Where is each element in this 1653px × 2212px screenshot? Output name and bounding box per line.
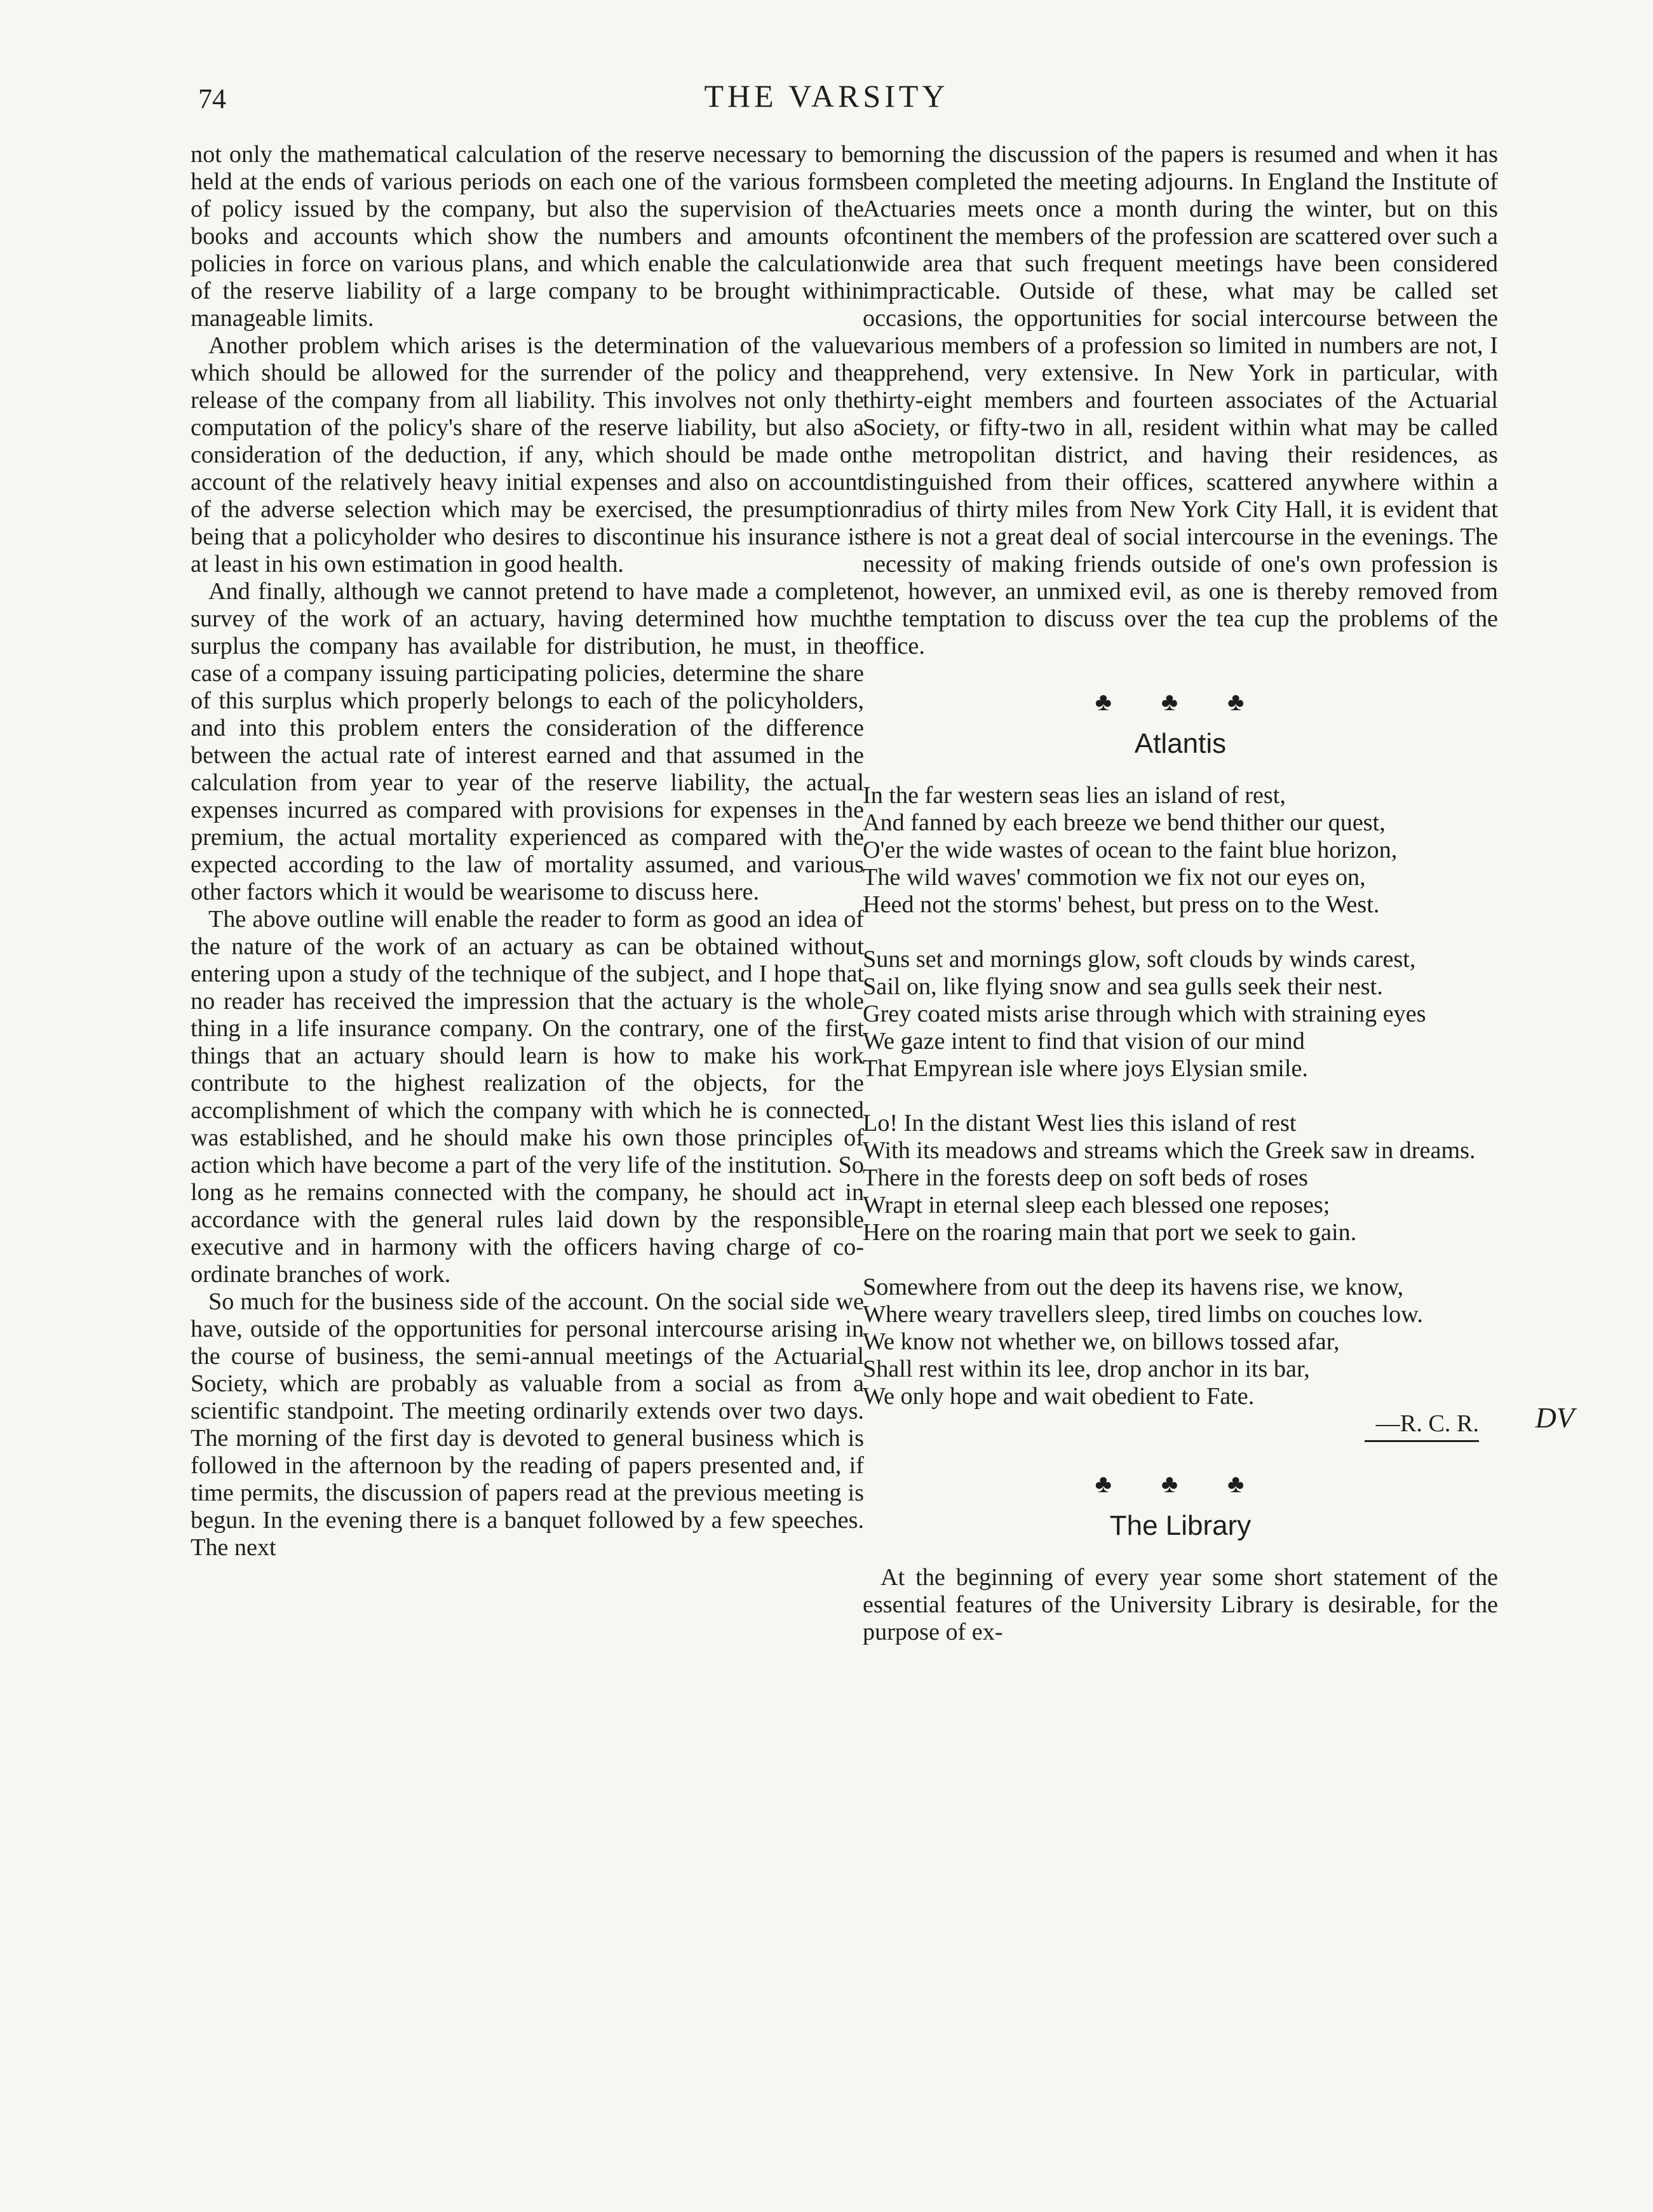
poem-line: Grey coated mists arise through which with straining eyes xyxy=(863,1001,1426,1027)
right-column xyxy=(863,141,1574,1646)
poem-line: Suns set and mornings glow, soft clouds by winds carest, xyxy=(863,946,1416,973)
poem-line: That Empyrean isle where joys Elysian smile. xyxy=(863,1055,1308,1082)
ornament-divider: ♣ ♣ ♣ xyxy=(1095,687,1266,716)
poem-line: Lo! In the distant West lies this island of rest xyxy=(863,1110,1297,1136)
poem-line: Sail on, like flying snow and sea gulls seek their nest. xyxy=(863,973,1383,1000)
poem-line: And fanned by each breeze we bend thither our quest, xyxy=(863,809,1386,836)
poem-line: We know not whether we, on billows tossed afar, xyxy=(863,1328,1340,1355)
poem-stanza xyxy=(863,946,1498,1082)
left-column xyxy=(191,141,864,1561)
paragraph: Another problem which arises is the determination of the value which should be allowed for the surrender of the policy and the release of the company from all liability. This involves not only the computation of the policy's share of the reserve liability, but also a consideration of the deduction, if any, which should be made on account of the relatively heavy initial expenses and also on account of the adverse selection which may be exercised, the presumption being that a policyholder who desires to discontinue his insurance is at least in his own estimation in good health. xyxy=(191,332,864,577)
signature-text: —R. C. R. xyxy=(1375,1410,1479,1437)
poem-line: In the far western seas lies an island of rest, xyxy=(863,782,1286,809)
paragraph: not only the mathematical calculation of the reserve necessary to be held at the ends of various periods on each one of the various forms of policy issued by the company, but also the supervision of the books and accounts which show the numbers and amounts of policies in force on various plans, and which enable the calculation of the reserve liability of a large company to be brought within manageable limits. xyxy=(191,141,864,332)
poem-title: Atlantis xyxy=(1134,728,1227,759)
poem-signature xyxy=(863,1401,1574,1438)
poem-line: Shall rest within its lee, drop anchor in its bar, xyxy=(863,1356,1310,1382)
paragraph: The above outline will enable the reader to form as good an idea of the nature of the work of an actuary as can be obtained without entering upon a study of the technique of the subject, and I hope that no reader has received the impression that the actuary is the whole thing in a life insurance company. On the contrary, one of the first things that an actuary should learn is how to make his work contribute to the highest realization of the objects, for the accomplishment of which the company with which he is connected was established, and he should make his own those principles of action which have become a part of the very life of the institution. So long as he remains connected with the company, he should act in accordance with the general rules laid down by the responsible executive and in harmony with the officers having charge of co-ordinate branches of work. xyxy=(191,906,864,1288)
page-header xyxy=(0,75,1653,126)
paragraph: morning the discussion of the papers is resumed and when it has been completed the meeting adjourns. In England the Institute of Actuaries meets once a month during the winter, but on this continent the members of the profession are scattered over such a wide area that such frequent meetings have been considered impracticable. Outside of these, what may be called set occasions, the opportunities for social intercourse between the various members of a profession so limited in numbers are not, I apprehend, very extensive. In New York in particular, with thirty-eight members and fourteen associates of the Actuarial Society, or fifty-two in all, resident within what may be called the metropolitan district, and having their residences, as distinguished from their offices, scattered anywhere within a radius of thirty miles from New York City Hall, it is evident that there is not a great deal of social intercourse in the evenings. The necessity of making friends outside of one's own profession is not, however, an unmixed evil, as one is thereby removed from the temptation to discuss over the tea cup the problems of the office. xyxy=(863,141,1498,659)
poem-line: Heed not the storms' behest, but press on to the West. xyxy=(863,891,1380,918)
poem-stanza xyxy=(863,782,1498,919)
poem-line: The wild waves' commotion we fix not our eyes on, xyxy=(863,864,1366,891)
paragraph: At the beginning of every year some short statement of the essential features of the University Library is desirable, for the purpose of ex- xyxy=(863,1564,1498,1645)
poem-line: Here on the roaring main that port we seek to gain. xyxy=(863,1219,1357,1246)
poem-line: Somewhere from out the deep its havens rise, we know, xyxy=(863,1274,1404,1300)
poem-stanza xyxy=(863,1274,1498,1410)
poem-line: With its meadows and streams which the Greek saw in dreams. xyxy=(863,1137,1476,1164)
poem-line: There in the forests deep on soft beds of roses xyxy=(863,1164,1308,1191)
running-title: THE VARSITY xyxy=(704,78,949,114)
poem-line: We only hope and wait obedient to Fate. xyxy=(863,1383,1255,1410)
paragraph: So much for the business side of the account. On the social side we have, outside of the opportunities for personal intercourse arising in the course of business, the semi-annual meetings of the Actuarial Society, which are probably as valuable from a social as from a scientific standpoint. The meeting ordinarily extends over two days. The morning of the first day is devoted to general business which is followed in the afternoon by the reading of papers presented and, if time permits, the discussion of papers read at the previous meeting is begun. In the evening there is a banquet followed by a few speeches. The next xyxy=(191,1288,864,1561)
ornament-divider: ♣ ♣ ♣ xyxy=(1095,1469,1266,1498)
handwritten-margin-note: DV xyxy=(1535,1401,1574,1434)
page-number: 74 xyxy=(198,83,226,114)
poem-stanza xyxy=(863,1110,1498,1246)
paragraph: And finally, although we cannot pretend to have made a complete survey of the work of an actuary, having determined how much surplus the company has available for distribution, he must, in the case of a company issuing participating policies, determine the share of this surplus which properly belongs to each of the policyholders, and into this problem enters the consideration of the difference between the actual rate of interest earned and that assumed in the calculation from year to year of the reserve liability, the actual expenses incurred as compared with provisions for expenses in the premium, the actual mortality experienced as compared with the expected according to the law of mortality assumed, and various other factors which it would be wearisome to discuss here. xyxy=(191,578,864,905)
library-title: The Library xyxy=(1109,1510,1252,1541)
poem-line: Wrapt in eternal sleep each blessed one reposes; xyxy=(863,1192,1330,1218)
poem-line: We gaze intent to find that vision of our mind xyxy=(863,1028,1305,1055)
poem-line: Where weary travellers sleep, tired limbs on couches low. xyxy=(863,1301,1423,1328)
signature-rule xyxy=(1365,1440,1479,1442)
poem-line: O'er the wide wastes of ocean to the faint blue horizon, xyxy=(863,837,1398,863)
